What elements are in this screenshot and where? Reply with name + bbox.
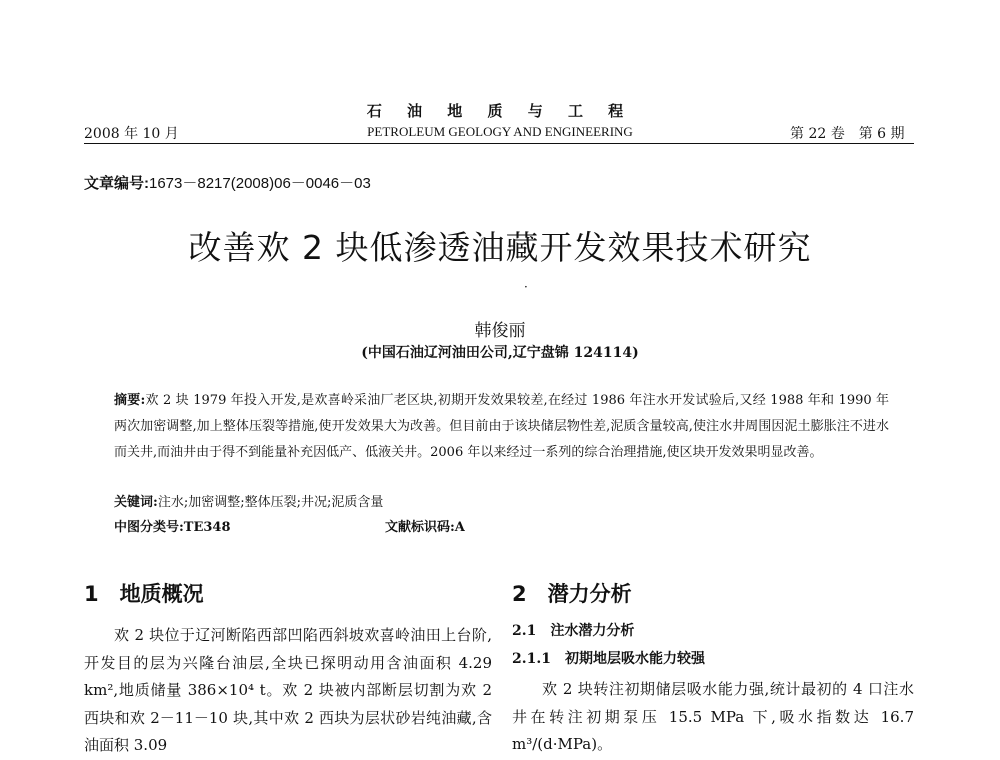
keywords-label: 关键词: bbox=[114, 495, 158, 510]
clc-number: 中图分类号:TE348 bbox=[114, 520, 231, 535]
journal-title-cn: 石 油 地 质 与 工 程 bbox=[366, 102, 634, 120]
abstract bbox=[114, 388, 889, 466]
abstract-text: 欢 2 块 1979 年投入开发,是欢喜岭采油厂老区块,初期开发效果较差,在经过 1986 年注水开发试验后,又经 1988 年和 1990 年两次加密调整,加上整体压裂等措施,使开发效果大为改善。但目前由于该块储层物性差,泥质含量较高,使注水井周围因泥土膨胀注不进水而关井,而油井由于得不到能量补充因低产、低液关井。2006 年以来经过一系列的综合治理措施,使区块开发效果明显改善。 bbox=[114, 393, 889, 460]
affiliation: (中国石油辽河油田公司,辽宁盘锦 124114) bbox=[361, 345, 639, 361]
issue-date: 2008 年 10 月 bbox=[84, 126, 179, 142]
abstract-label: 摘要: bbox=[114, 393, 146, 408]
article-number bbox=[84, 172, 371, 193]
document-code: 文献标识码:A bbox=[385, 520, 465, 535]
subsection-2-1-heading: 2.1 注水潜力分析 bbox=[512, 623, 635, 639]
section2-body: 欢 2 块转注初期储层吸水能力强,统计最初的 4 口注水井在转注初期泵压 15.5 MPa 下,吸水指数达 16.7 m³/(d·MPa)。 bbox=[512, 680, 914, 754]
volume-issue: 第 22 卷 第 6 期 bbox=[790, 126, 905, 142]
header-rule bbox=[84, 143, 914, 144]
section1-body: 欢 2 块位于辽河断陷西部凹陷西斜坡欢喜岭油田上台阶,开发目的层为兴隆台油层,全块已探明动用含油面积 4.29 km²,地质储量 386×10⁴ t。欢 2 块被内部断层切割为欢 2 西块和欢 2－11－10 块,其中欢 2 西块为层状砂岩纯油藏,含油面积 3.09 bbox=[84, 626, 492, 755]
author: 韩俊丽 bbox=[474, 321, 526, 341]
subsection-2-1-1-heading: 2.1.1 初期地层吸水能力较强 bbox=[512, 651, 705, 667]
section1-heading: 1 地质概况 bbox=[84, 582, 204, 606]
keywords bbox=[114, 491, 383, 510]
paper-title: 改善欢 2 块低渗透油藏开发效果技术研究 bbox=[188, 228, 812, 267]
journal-title-en: PETROLEUM GEOLOGY AND ENGINEERING bbox=[367, 124, 633, 139]
keywords-text: 注水;加密调整;整体压裂;井况;泥质含量 bbox=[157, 495, 384, 510]
separator-dot: · bbox=[524, 280, 528, 294]
article-number-value: 1673－8217(2008)06－0046－03 bbox=[149, 175, 371, 192]
article-number-label: 文章编号: bbox=[84, 175, 149, 192]
section2-heading: 2 潜力分析 bbox=[512, 582, 632, 606]
